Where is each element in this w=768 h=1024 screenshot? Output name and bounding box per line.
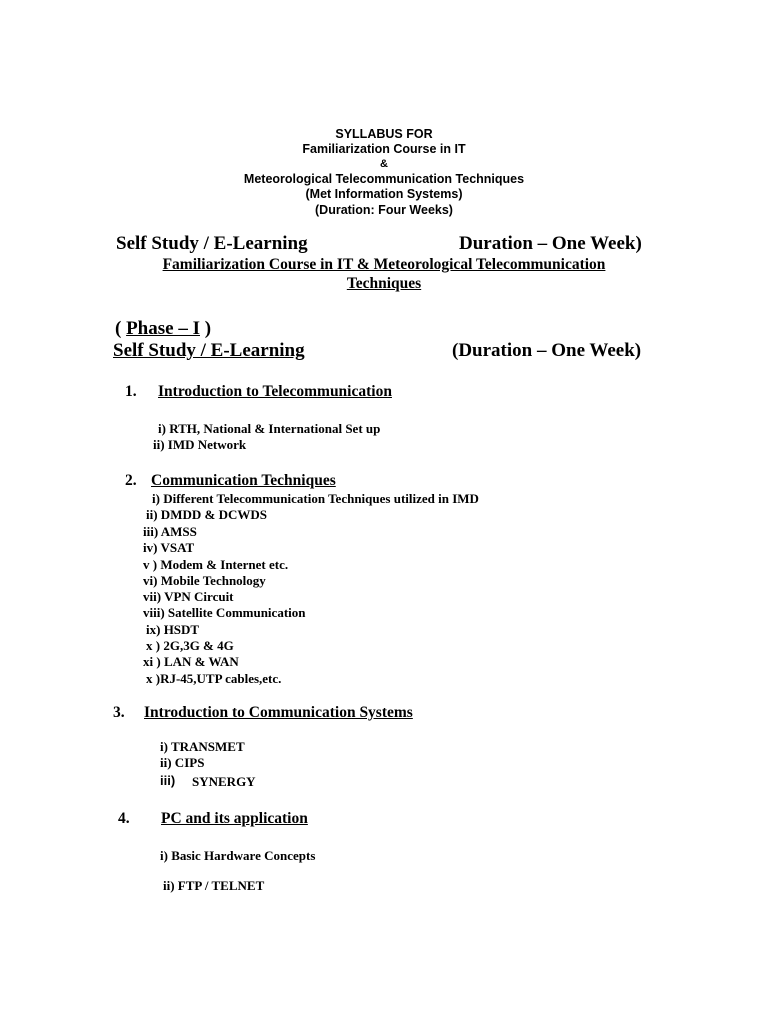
section-2-item: ix) HSDT	[146, 622, 200, 637]
phase-duration-heading: (Duration – One Week)	[452, 340, 642, 361]
section-1-number: 1.	[125, 383, 137, 400]
duration-line: (Duration: Four Weeks)	[315, 203, 453, 217]
section-4-item: i) Basic Hardware Concepts	[160, 848, 316, 863]
course-description-line2: Techniques	[346, 275, 422, 292]
phase-close-paren: )	[199, 318, 212, 339]
section-3-number: 3.	[113, 704, 125, 721]
section-2-item: vi) Mobile Technology	[143, 573, 266, 588]
duration-one-week-heading: Duration – One Week)	[459, 233, 642, 254]
section-2-item: viii) Satellite Communication	[143, 605, 306, 620]
course-title-line: Familiarization Course in IT	[302, 142, 466, 156]
section-1-title: Introduction to Telecommunication	[158, 383, 392, 400]
section-2-item: v ) Modem & Internet etc.	[143, 557, 289, 572]
phase-open-paren: (	[115, 318, 127, 339]
section-2-item: ii) DMDD & DCWDS	[146, 507, 267, 522]
ampersand-line: &	[380, 158, 388, 170]
section-2-item: x )RJ-45,UTP cables,etc.	[146, 671, 282, 686]
section-2-item: iv) VSAT	[143, 540, 195, 555]
section-3-item-number: iii)	[160, 773, 176, 788]
course-description-line1: Familiarization Course in IT & Meteorological Telecommunication	[162, 256, 606, 273]
section-2-title: Communication Techniques	[151, 472, 336, 489]
met-info-systems-line: (Met Information Systems)	[305, 187, 463, 201]
section-2-item: xi ) LAN & WAN	[143, 654, 239, 669]
section-2-item: i) Different Telecommunication Techniques utilized in IMD	[152, 491, 479, 506]
phase-heading	[115, 318, 211, 340]
phase-self-study-heading: Self Study / E-Learning	[113, 340, 305, 361]
section-3-item: ii) CIPS	[160, 755, 205, 770]
section-1-item: i) RTH, National & International Set up	[158, 421, 381, 436]
section-4-title: PC and its application	[161, 810, 308, 827]
self-study-heading: Self Study / E-Learning	[116, 233, 308, 254]
section-3-item: i) TRANSMET	[160, 739, 245, 754]
section-3-title: Introduction to Communication Systems	[144, 704, 413, 721]
section-2-item: x ) 2G,3G & 4G	[146, 638, 234, 653]
section-2-item: iii) AMSS	[143, 524, 197, 539]
course-subtitle-line: Meteorological Telecommunication Techniques	[243, 172, 525, 186]
section-3-item: SYNERGY	[192, 774, 256, 789]
phase-label: Phase – I	[126, 318, 200, 339]
section-2-item: vii) VPN Circuit	[143, 589, 234, 604]
section-2-number: 2.	[125, 472, 137, 489]
section-4-item: ii) FTP / TELNET	[163, 878, 265, 893]
section-4-number: 4.	[118, 810, 130, 827]
section-1-item: ii) IMD Network	[153, 437, 247, 452]
syllabus-title: SYLLABUS FOR	[335, 127, 433, 141]
